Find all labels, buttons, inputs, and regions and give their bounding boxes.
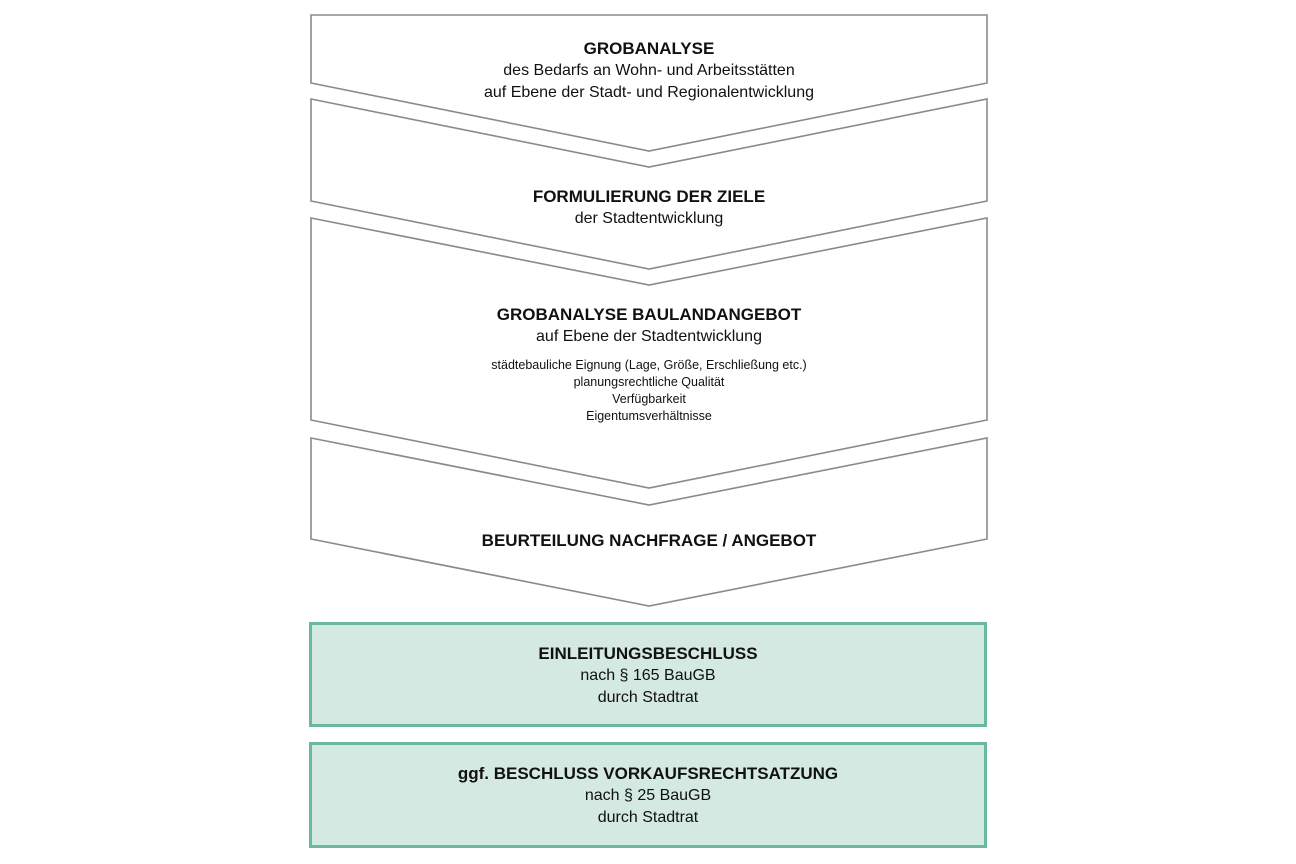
step-3-detail-4: Eigentumsverhältnisse — [586, 409, 712, 424]
step-3-details — [311, 357, 987, 425]
step-4-title: BEURTEILUNG NACHFRAGE / ANGEBOT — [481, 531, 817, 550]
decision-1-line-2: durch Stadtrat — [597, 689, 699, 706]
decision-2-line-1: nach § 25 BauGB — [584, 787, 712, 804]
decision-box-2 — [309, 742, 987, 848]
step-3-detail-1: städtebauliche Eignung (Lage, Größe, Erschließung etc.) — [491, 358, 807, 373]
step-1-line-2: auf Ebene der Stadt- und Regionalentwicklung — [484, 84, 814, 102]
step-2-title: FORMULIERUNG DER ZIELE — [532, 187, 766, 206]
step-1-text — [311, 38, 987, 103]
decision-2-line-2: durch Stadtrat — [597, 809, 699, 826]
decision-2-title: ggf. BESCHLUSS VORKAUFSRECHTSATZUNG — [457, 764, 839, 783]
step-3-detail-2: planungsrechtliche Qualität — [573, 375, 725, 390]
step-3-detail-3: Verfügbarkeit — [612, 392, 686, 407]
decision-box-1 — [309, 622, 987, 727]
step-2-line-1: der Stadtentwicklung — [574, 210, 724, 228]
decision-1-line-1: nach § 165 BauGB — [580, 667, 716, 684]
step-1-line-1: des Bedarfs an Wohn- und Arbeitsstätten — [503, 62, 795, 80]
step-3-line-1: auf Ebene der Stadtentwicklung — [536, 328, 762, 346]
step-3-text — [311, 304, 987, 425]
step-4-text — [311, 530, 987, 551]
decision-1-title: EINLEITUNGSBESCHLUSS — [538, 644, 758, 663]
step-2-text — [311, 186, 987, 229]
step-1-title: GROBANALYSE — [583, 39, 715, 58]
step-3-title: GROBANALYSE BAULANDANGEBOT — [496, 305, 802, 324]
